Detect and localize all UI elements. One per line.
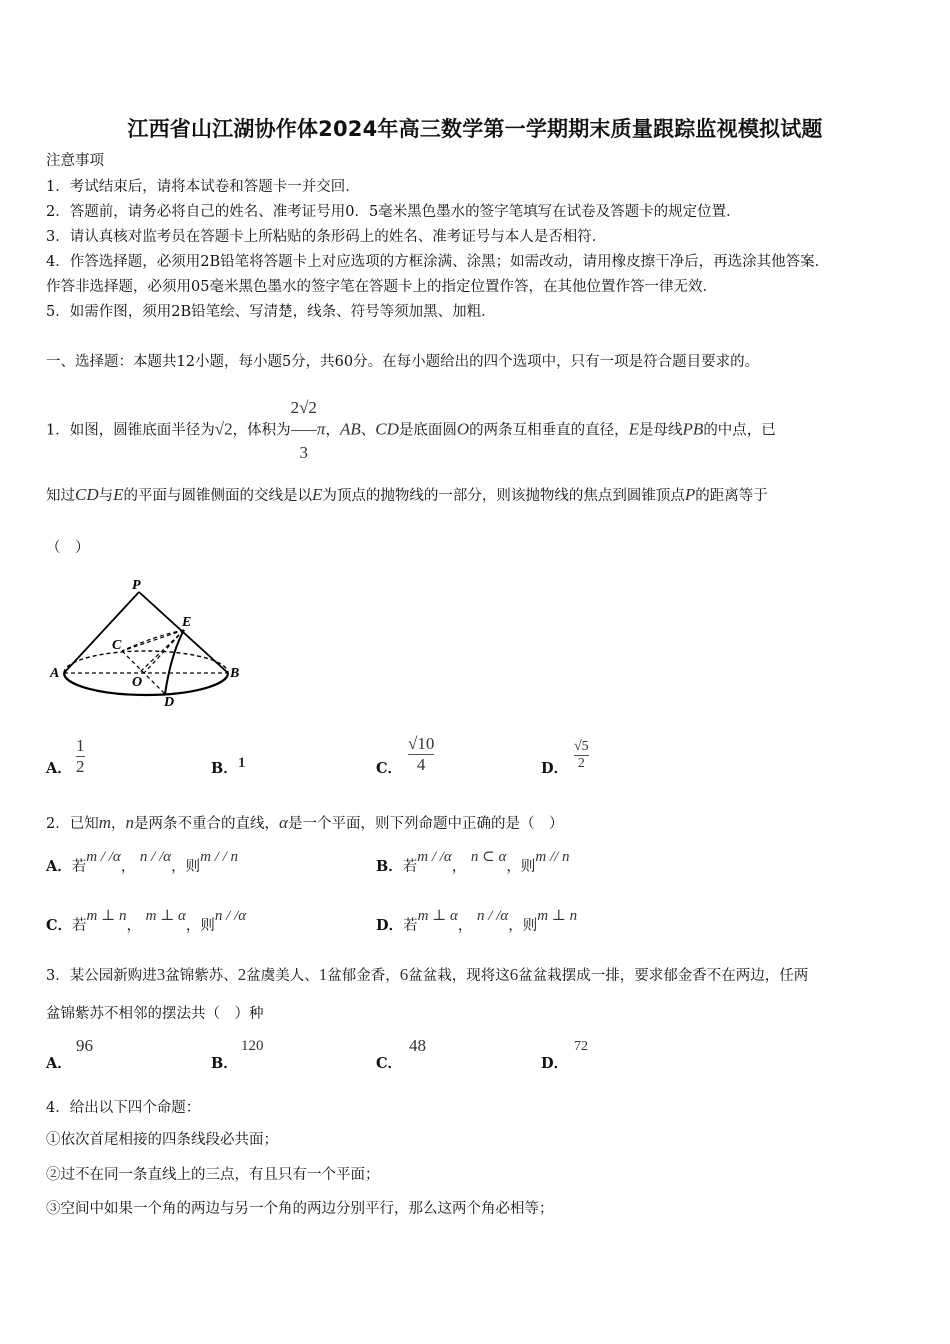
notice-item: 2．答题前，请务必将自己的姓名、准考证号用0．5毫米黑色墨水的签字笔填写在试卷及答题卡的规定位置．: [46, 204, 741, 220]
q1-option-d-value: $\frac{√5}{2}$: [574, 739, 589, 771]
notice-heading: 注意事项: [46, 153, 104, 169]
page-title: 江西省山江湖协作体2024年高三数学第一学期期末质量跟踪监视模拟试题: [127, 117, 823, 141]
q1-stem-line1: 1．如图，圆锥底面半径为√2，体积为 $\frac{2√2}{3}$ π，AB、CD是底面圆O的两条互相垂直的直径，E是母线PB的中点，已: [46, 386, 776, 475]
q3-option-a-value: 96: [76, 1036, 93, 1055]
q3-stem-line1: 3．某公园新购进3盆锦紫苏、2盆虞美人、1盆郁金香，6盆盆栽，现将这6盆盆栽摆成一排，要求郁金香不在两边，任两: [46, 965, 809, 984]
q4-item: ②过不在同一条直线上的三点，有且只有一个平面；: [46, 1167, 380, 1183]
label-B: B: [230, 666, 240, 681]
q1-option-c-label: C．: [376, 760, 403, 777]
slant-left: [64, 592, 139, 673]
q1-option-a-value: $\frac{1}{2}$: [76, 736, 85, 776]
label-D: D: [164, 695, 175, 710]
notice-item: 作答非选择题，必须用05毫米黑色墨水的签字笔在答题卡上的指定位置作答，在其他位置作答一律无效．: [46, 279, 717, 295]
base-back-arc: [64, 651, 228, 673]
q1-option-c-value: $\frac{√10}{4}$: [408, 734, 435, 774]
q3-option-c-label: C．: [376, 1055, 403, 1072]
q1-answer-blank: （ ）: [46, 540, 90, 556]
q4-stem: 4．给出以下四个命题：: [46, 1100, 201, 1116]
notice-item: 3．请认真核对监考员在答题卡上所粘贴的条形码上的姓名、准考证号与本人是否相符．: [46, 229, 607, 245]
q1-option-d-label: D．: [541, 760, 569, 777]
base-front-arc: [64, 673, 228, 695]
q1-stem-line2: 知过CD与E的平面与圆锥侧面的交线是以E为顶点的抛物线的一部分，则该抛物线的焦点到圆锥顶点P的距离等于: [46, 485, 768, 504]
label-C: C: [112, 638, 122, 653]
section-heading: 一、选择题：本题共12小题，每小题5分，共60分。在每小题给出的四个选项中，只有一项是符合题目要求的。: [46, 354, 760, 370]
q3-option-d-label: D．: [541, 1055, 569, 1072]
q1-option-b-value: 1: [238, 755, 246, 771]
label-O: O: [132, 675, 143, 690]
notice-item: 5．如需作图，须用2B铅笔绘、写清楚，线条、符号等须加黑、加粗．: [46, 304, 496, 320]
q2-option-c: C．若m ⊥ n， m ⊥ α，则n / /α: [46, 908, 247, 934]
q3-option-d-value: 72: [574, 1039, 588, 1054]
notice-item: 4．作答选择题，必须用2B铅笔将答题卡上对应选项的方框涂满、涂黑；如需改动，请用橡皮擦干净后，再选涂其他答案．: [46, 254, 830, 270]
q2-option-d: D．若m ⊥ α， n / /α，则m ⊥ n: [376, 908, 578, 934]
notice-item: 1．考试结束后，请将本试卷和答题卡一并交回．: [46, 179, 360, 195]
q2-option-a: A．若m / /α， n / /α，则m / / n: [46, 849, 239, 875]
q3-option-b-label: B．: [211, 1055, 238, 1072]
segment-E-axis: [139, 630, 184, 673]
q3-option-a-label: A．: [46, 1055, 72, 1072]
q2-stem: 2．已知m，n是两条不重合的直线，α是一个平面，则下列命题中正确的是（ ）: [46, 813, 564, 832]
label-A: A: [50, 666, 60, 681]
q4-item: ①依次首尾相接的四条线段必共面；: [46, 1132, 278, 1148]
q1-option-a-label: A．: [46, 760, 72, 777]
q1-option-b-label: B．: [211, 760, 238, 777]
label-P: P: [132, 578, 141, 593]
q2-option-b: B．若m / /α， n ⊂ α，则m // n: [376, 849, 570, 875]
q3-stem-line2: 盆锦紫苏不相邻的摆法共（ ）种: [46, 1006, 264, 1022]
q4-item: ③空间中如果一个角的两边与另一个角的两边分别平行，那么这两个角必相等；: [46, 1201, 554, 1217]
volume-fraction: $\frac{2√2}{3}$: [290, 398, 317, 462]
cone-figure: [44, 576, 244, 711]
q3-option-c-value: 48: [409, 1036, 426, 1055]
label-E: E: [182, 615, 192, 630]
q3-option-b-value: 120: [241, 1038, 264, 1054]
parabola-front: [165, 630, 184, 694]
